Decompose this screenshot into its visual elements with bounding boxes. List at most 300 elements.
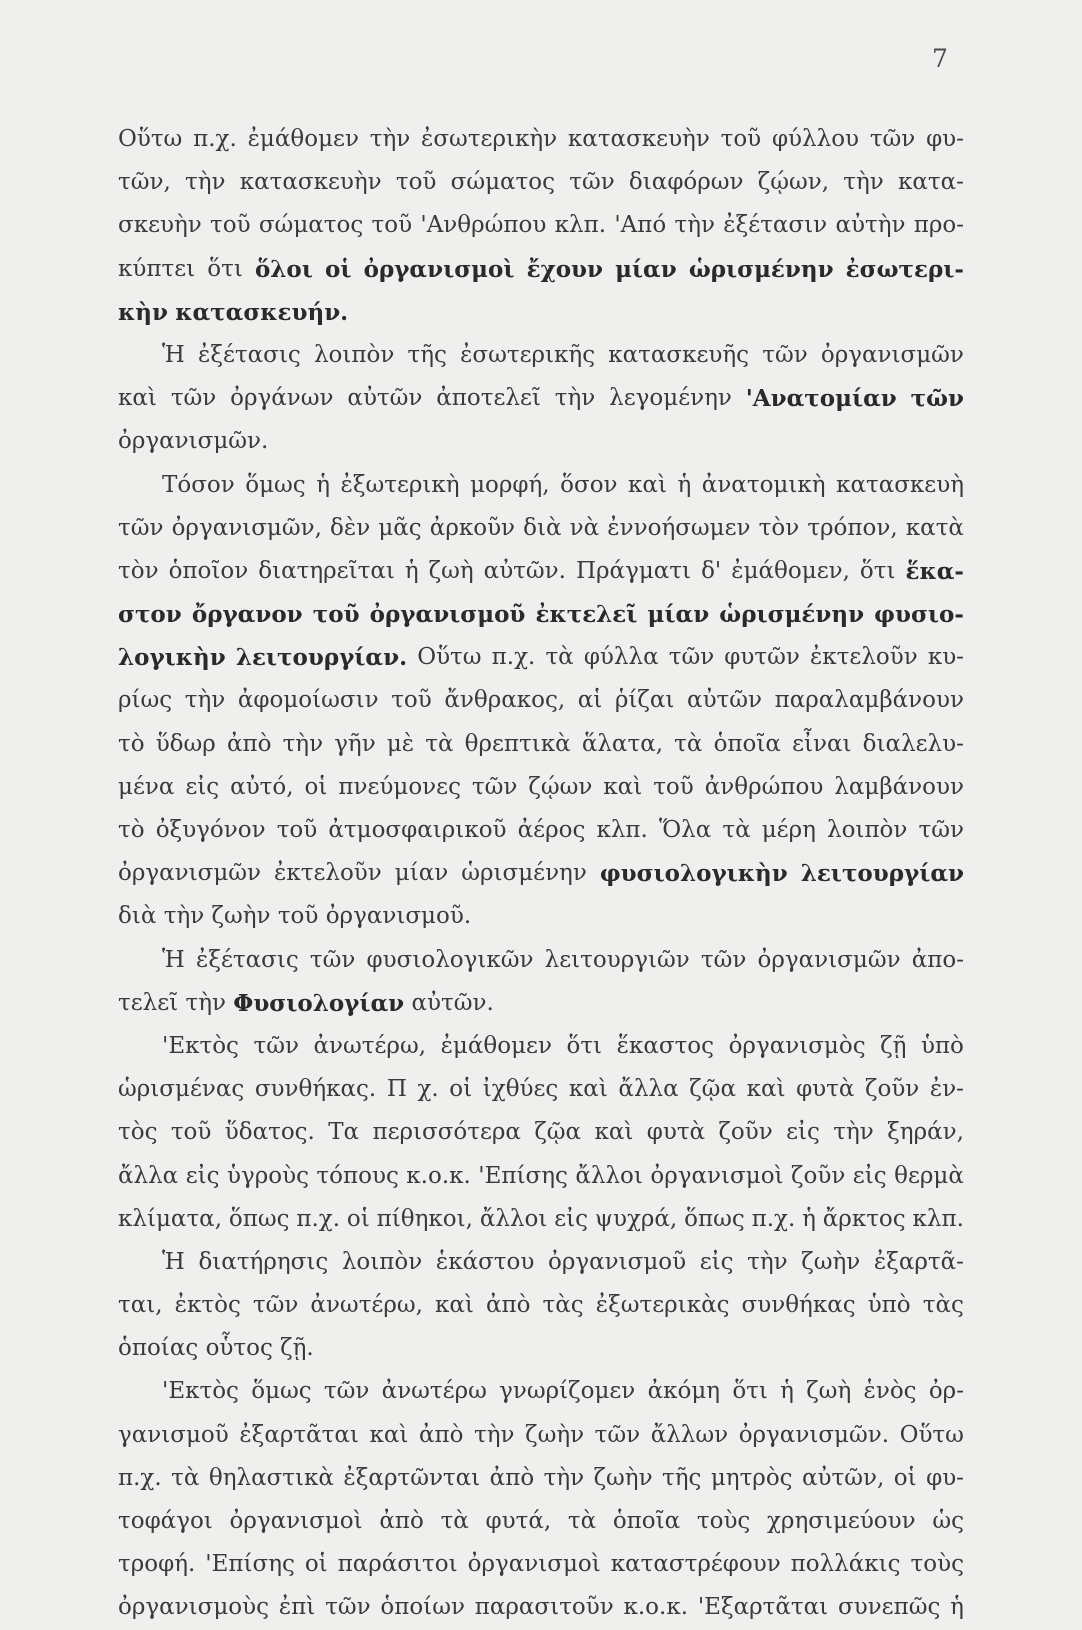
word: Οὕτω [417,644,482,671]
word: ἐμάθομεν, [731,557,850,584]
word: γῆν [334,730,376,757]
word: ὡρισμένας [118,1076,245,1103]
word-space [314,1327,321,1370]
word: ὅτι [566,1032,603,1059]
word: συνεπῶς [838,1594,941,1621]
word: Πράγματι [575,557,692,584]
word: μὲ [386,730,415,757]
word: αὐτῶν [687,687,763,714]
word: ἀρκοῦν [429,514,516,541]
word: ἀνωτέρω, [310,1292,423,1319]
word: ἐξέτασιν [723,212,828,239]
bold-word: φυσιο- [874,601,964,629]
word: τὸ [118,730,145,757]
word: μέρη [761,817,816,843]
word: αὐτῶν [347,385,423,412]
word: ἀτμοσφαιρικοῦ [328,817,507,843]
word: κατασκευὴν [239,169,382,196]
word: τὸς [118,1119,158,1146]
word: ὡς [932,1508,964,1534]
word: καταστρέφουν [610,1551,781,1578]
word: Τόσον [162,471,235,498]
word: αὐτῶν. [483,557,566,584]
word: τῶν [869,126,916,152]
word: π.χ. [193,126,237,152]
word: τοῦ [277,903,319,930]
word: τὴν [554,385,596,412]
word: τὴν [674,212,715,239]
word: τελεῖ [118,989,179,1016]
word: κυ- [927,644,964,671]
text-line [118,679,964,722]
page-number: 7 [932,44,948,73]
word: ζωὴν [211,903,271,930]
word: ὁποίας [118,1335,199,1362]
word: τὰ [171,1464,200,1491]
text-line [118,1241,964,1284]
word: ἀπὸ [418,1421,464,1448]
bold-word: ἕκα- [905,557,964,585]
word: ῥίζαι [614,687,675,714]
bold-word: ἐσωτερι- [845,255,964,283]
word: ἑνὸς [863,1378,917,1405]
word: π.χ. [118,1464,162,1491]
word: τρόπον, [807,514,898,541]
word: παρασιτοῦν [474,1594,614,1621]
word: ἡ [950,1594,964,1621]
word: 'Επίσης [478,1162,568,1189]
bold-word: οἱ [325,255,352,283]
word: τῶν [253,1032,299,1059]
word: σώματος [258,212,364,239]
word: φυτά, [485,1508,552,1534]
word: τὰς [922,1292,964,1319]
bold-word: λογικὴν [118,644,226,672]
word: φυτῶν [724,644,800,671]
word: ἀνωτέρω [381,1378,487,1405]
word: οἱ [304,1551,328,1578]
word: ζωὴ [428,557,474,584]
word: τροφή. [118,1551,196,1578]
word: 'Από [614,212,667,239]
word: τῶν [668,644,715,671]
word: καὶ [746,1076,786,1103]
word: μητρὸς [710,1464,793,1491]
word: φύλλα [583,644,659,671]
word: π.χ. [751,1205,796,1232]
word: τὴν [543,1464,585,1491]
word: τὸν [758,514,800,541]
text-line [118,1370,964,1413]
word: εἰς [699,1248,734,1275]
word: τὴν [474,1421,515,1448]
word: χρησιμεύουν [767,1508,916,1534]
word: δὲν [330,514,371,541]
word: ἀφομοίωσιν [237,687,379,714]
word: εἰς [554,1205,589,1232]
word: ἅλατα, [581,730,664,757]
bold-word: μίαν [647,601,710,629]
word: ὕδωρ [155,730,216,757]
word: τῶν [471,773,518,800]
word: τὴν [843,169,884,196]
text-line [118,248,964,291]
word: τῆς [407,341,447,368]
word: ὀργανισμῶν, [171,514,322,541]
text-line [118,1284,964,1327]
word: καὶ [118,385,157,412]
bold-word: ὅλοι [254,255,313,283]
word: ἀπὸ [226,730,272,757]
word: ἐκτελοῦν [809,644,918,671]
word: ἐν- [929,1076,964,1103]
text-line [118,1414,964,1457]
word: Ὅλα [658,817,712,843]
word: κατὰ [905,514,964,541]
word: τῶν [325,1594,371,1621]
word: πνεύμονες [338,773,461,800]
word: οἱ [304,773,328,800]
word: εἶναι [792,730,852,757]
word: γανισμοῦ [118,1421,229,1448]
word: 'Εκτὸς [162,1032,239,1059]
word: Οὕτω [899,1421,964,1448]
word: κύπτει [118,255,196,282]
word: ζοῦν [865,1076,920,1103]
word: τοῦ [395,169,437,196]
word: ἡ [802,1205,816,1232]
text-line [118,1457,964,1500]
word: τὸ [118,817,145,843]
word: π.χ. [491,644,536,671]
word: ζῷα [689,1076,736,1103]
bold-word: ὄργανον [191,601,303,629]
word: τῶν [762,341,808,368]
word: τοῦ [720,126,762,152]
text-line [118,1500,964,1543]
word: ἀνθρώπου [704,773,824,800]
word: κατασκευῆς [608,341,750,368]
text-line [118,1543,964,1586]
text-line [118,939,964,982]
word-space [318,895,325,938]
word: μένα [118,773,175,800]
word: ἐξαρτῶνται [343,1464,481,1491]
word-space [168,291,175,334]
word: οἱ [449,1076,473,1103]
text-line [118,852,964,895]
word: φύλλου [771,126,860,152]
word: τοῦ [391,687,432,714]
word: ζῷα [534,1119,582,1146]
word: ὀργανισμῶν. [118,428,269,455]
word: ἡ [677,471,692,498]
word: τῶν [323,1378,370,1405]
word: ἐξαρτᾶ- [873,1248,964,1275]
word: ἡ [780,1378,794,1405]
word: ξηράν, [887,1119,964,1146]
word: ὑγροὺς [226,1162,309,1189]
word-space [348,291,355,334]
word: συνθήκας [741,1292,856,1319]
word: ζῇ [880,1032,907,1059]
word: τὰ [674,730,703,757]
word-space [271,895,278,938]
word: ἄρκτος [822,1205,906,1232]
bold-word: λειτουργίαν [800,860,964,888]
word: λοιπὸν [827,817,908,843]
word: Τα [328,1119,360,1146]
word: κλπ. [912,1205,964,1232]
word: παράσιτοι [337,1551,458,1578]
word: τὴν [833,1119,874,1146]
word: ἀποτελεῖ [436,385,541,412]
text-line [118,895,964,938]
word: ἡ [316,471,330,498]
word: τῆς [662,1464,702,1491]
word: ἄλλων [650,1421,729,1448]
word-space [268,420,275,463]
word: δ' [701,557,722,584]
word: καὶ [594,1119,634,1146]
word: τοῦ [170,1119,212,1146]
text-line [118,334,964,377]
word: Ἡ [162,1248,185,1275]
word: κατασκευὴν [567,126,710,152]
bold-word: ἐκτελεῖ [535,601,638,629]
word-space [471,895,478,938]
word: ἄλλοι [575,1162,643,1189]
word: μᾶς [378,514,422,541]
word: ἄλλοι [479,1205,548,1232]
word: ὀξυγόνον [155,817,266,843]
word: γνωρίζομεν [499,1378,636,1405]
word: τῶν [252,1292,299,1319]
word: τοφάγοι [118,1508,213,1534]
word-space [204,895,211,938]
word: λοιπὸν [313,341,395,368]
word: ὕδατος. [224,1119,315,1146]
word: χ. [417,1076,439,1103]
word: τὰ [722,817,751,843]
word: Οὕτω [118,126,183,152]
bold-word: μίαν [615,255,677,283]
text-line [118,982,964,1025]
word: διὰ [523,514,562,541]
word: ζοῦν [791,1162,846,1189]
word: τῶν, [118,169,171,196]
word: ἀνατομικὴ [701,471,826,498]
word: ἐξωτερικὴ [340,471,460,498]
word: κ.ο.κ. [406,1162,471,1189]
word: τὴν [163,903,205,930]
word: τὴν [747,1248,788,1275]
word: ζωὴν [593,1464,653,1491]
word: ὑπὸ [920,1032,964,1059]
word: ἐμάθομεν [247,126,359,152]
word: ἀπὸ [379,1508,424,1534]
word: καὶ [603,773,643,800]
word: φυσιολογικῶν [366,946,534,973]
word: καὶ [568,1076,608,1103]
word-space [178,982,185,1025]
word: αἱ [577,687,603,714]
word: π.χ. [296,1205,341,1232]
word: ἐξέτασις [195,946,299,973]
word: ἀνωτέρω, [313,1032,427,1059]
word: αὐτῶν. [411,989,494,1016]
word: διατηρεῖται [258,557,395,584]
word: ζωὴν [801,1248,861,1275]
text-line [118,636,964,679]
word: θηλαστικὰ [208,1464,334,1491]
bold-word: τῶν [910,385,964,413]
word: φυ- [926,126,964,152]
word-space [198,1327,205,1370]
word: Ἡ [162,946,185,973]
word: ὀργανισμοῦ. [325,903,472,930]
word: τὰ [545,644,574,671]
word: σκευὴν [118,212,202,239]
bold-word: Φυσιολογίαν [233,989,405,1017]
word: νὰ [569,514,600,541]
word: ἐπὶ [278,1594,316,1621]
word: οἱ [346,1205,370,1232]
word: 'Επίσης [205,1551,295,1578]
word: ὅπως [684,1205,745,1232]
word: ὀργανισμοὶ [467,1551,601,1578]
word: μίαν [394,860,449,887]
word: ὀργανισμῶν. [738,1421,890,1448]
word: τὴν [185,169,226,196]
word: ζῇ. [280,1335,314,1362]
word-space [226,982,233,1025]
word: ὀργανισμοὶ [650,1162,784,1189]
word: ἀπὸ [489,1464,535,1491]
word: ζοῦν [718,1119,773,1146]
word: ζωὴν [525,1421,585,1448]
word: ζωὴ [806,1378,852,1405]
word: ἑκάστου [435,1248,535,1275]
word: ὡρισμένην [461,860,587,887]
bold-word: λειτουργίαν. [235,644,408,672]
word: Ἡ [162,341,185,368]
body-text [118,118,964,1630]
word: ἀκόμη [647,1378,721,1405]
word: ἐσωτερικῆς [460,341,596,368]
word: τὰς [542,1292,584,1319]
word: περισσότερα [372,1119,521,1146]
word: θρεπτικὰ [464,730,571,757]
word: τὰ [567,1508,597,1534]
bold-word: ἔχουν [526,255,603,283]
word: λειτουργιῶν [544,946,690,973]
word: διαλελυ- [862,730,964,757]
text-line [118,1327,964,1370]
text-line [118,723,964,766]
word: τῶν [309,946,356,973]
word: εἰς [185,1162,220,1189]
word: καὶ [434,1292,474,1319]
word: ἀπὸ [485,1292,531,1319]
word: ὀργανισμοῦ [547,1248,687,1275]
word: προ- [913,212,964,239]
word: τοῦ [276,817,318,843]
word-space [404,982,411,1025]
word: ὁποίων [380,1594,465,1621]
word: τόπους [316,1162,399,1189]
word: τοῦ [653,773,694,800]
word: ἀέρος [517,817,586,843]
word: συνθήκας. [254,1076,377,1103]
bold-word: ὀργανισμοὶ [363,255,515,283]
text-line [118,1025,964,1068]
word: ψυχρά, [594,1205,678,1232]
word: ἐσωτερικὴν [421,126,558,152]
bold-word: στον [118,601,182,629]
bold-word: ὡρισμένην [688,255,834,283]
text-line [118,464,964,507]
word: κλπ. [596,817,648,843]
bold-word: κατασκευήν. [175,298,349,326]
word: εἰς [185,773,220,800]
word: πίθηκοι, [376,1205,473,1232]
word: διατήρησις [198,1248,329,1275]
bold-word: 'Ανατομίαν [745,385,897,413]
word: τῶν [700,946,747,973]
word: ὅτι [859,557,896,584]
word: ρίως [118,687,173,714]
word: ἡ [404,557,419,584]
text-line [118,291,964,334]
word: καὶ [369,1421,409,1448]
word: τῶν [569,169,615,196]
word: λεγομένην [609,385,732,412]
word: ἄλλα [118,1162,179,1189]
word: ὅσον [560,471,618,498]
word: ἐκτελοῦν [274,860,382,887]
word: ὅπως [228,1205,290,1232]
word: οἱ [893,1464,917,1491]
word: ὀργανισμῶν [757,946,901,973]
word: λαμβάνουν [834,773,964,800]
word-space [494,982,501,1025]
word: παραλαμβάνουν [774,687,964,714]
word: ὀργανισμὸς [728,1032,866,1059]
word: ἐκτὸς [174,1292,241,1319]
word: τὴν [282,730,324,757]
text-line [118,1155,964,1198]
word: μορφή, [470,471,550,498]
word: ὅμως [251,1378,312,1405]
word: ζῴων, [757,169,830,196]
word: ὀργανισμῶν [820,341,964,368]
word: αὐτῶν, [802,1464,885,1491]
word: τὰ [440,1508,469,1534]
text-line [118,1068,964,1111]
word: ἀπο- [911,946,964,973]
word: κλπ. [554,212,607,239]
word: φυτὰ [796,1076,855,1103]
text-line [118,593,964,636]
word: ὅμως [245,471,306,498]
word: Π [386,1076,407,1103]
word: 'Ανθρώπου [420,212,547,239]
text-line [118,118,964,161]
word: κ.ο.κ. [623,1594,689,1621]
word: τῶν [918,817,964,843]
word: τὸν [118,557,159,584]
